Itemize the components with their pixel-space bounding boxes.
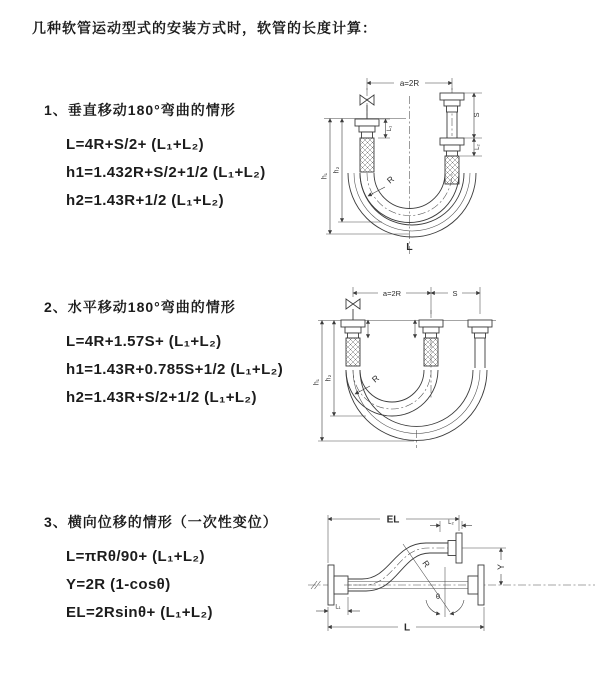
formula-line: Y=2R (1-cosθ) [66, 576, 171, 593]
dim-label-l: L [403, 622, 411, 634]
dim-label-l2: L₂ [448, 520, 454, 526]
formula-line: L=πRθ/90+ (L₁+L₂) [66, 548, 205, 565]
pipe-fitting [355, 119, 379, 126]
dim-label-h1: h₁ [313, 378, 321, 386]
section-2-heading: 2、水平移动180°弯曲的情形 [44, 299, 236, 315]
dim-label-l2: L₂ [475, 144, 481, 150]
dim-label-l1: L₁ [387, 125, 393, 132]
formula-line: L=4R+S/2+ (L₁+L₂) [66, 136, 205, 153]
hose-centerline-arc [367, 173, 452, 216]
radius-label: R [384, 173, 396, 186]
section-2-formulas [66, 328, 283, 412]
braided-hose-section [346, 338, 360, 366]
flange-hub [448, 541, 456, 556]
length-label: L [406, 241, 413, 253]
pipe-walls [475, 338, 485, 368]
pipe-fittings [341, 320, 492, 338]
dim-label-a2r: a=2R [399, 79, 420, 88]
flange-plate [328, 565, 334, 605]
formula-line: h1=1.432R+S/2+1/2 (L₁+L₂) [66, 164, 266, 181]
dim-label-h2: h₂ [333, 166, 341, 174]
angle-label: θ [435, 592, 441, 601]
pipe-fitting [440, 93, 464, 100]
pipe-fitting [362, 132, 373, 138]
diagram-vertical-u-bend [310, 70, 590, 260]
dim-label-l1: L₁ [335, 604, 341, 611]
vertical-u-bend-drawing [310, 70, 590, 260]
dim-label-el: EL [386, 514, 400, 526]
radius-arrow [368, 187, 385, 196]
diagram-horizontal-u-bend [308, 282, 598, 462]
pipe-fitting [440, 138, 464, 145]
extension-lines [353, 287, 480, 314]
section-1 [44, 100, 266, 215]
dim-label-y: Y [496, 563, 506, 571]
pipe-fitting [447, 106, 458, 112]
dim-label-s: S [472, 112, 481, 118]
horizontal-u-bend-drawing [308, 282, 598, 462]
hose-arc-moved [346, 370, 487, 440]
section-3 [44, 512, 278, 627]
flange-hub [468, 576, 478, 594]
pipe-fitting [444, 100, 460, 106]
lateral-displacement-drawing [300, 505, 600, 650]
braided-hose-section [445, 156, 459, 184]
pipe-fitting [444, 145, 460, 151]
pipe-fitting [447, 151, 458, 156]
braided-hose-section [360, 138, 374, 172]
angle-arrow [426, 600, 440, 614]
hose-centerline [344, 548, 452, 585]
formula-line: L=4R+1.57S+ (L₁+L₂) [66, 333, 222, 350]
dim-label-h2: h₂ [325, 374, 333, 382]
formula-line: h1=1.43R+0.785S+1/2 (L₁+L₂) [66, 361, 284, 378]
page-title: 几种软管运动型式的安装方式时，软管的长度计算： [32, 20, 377, 36]
diagram-lateral-displacement [300, 505, 600, 650]
braided-hose-section [424, 338, 438, 366]
section-1-formulas [66, 131, 266, 215]
formula-line: h2=1.43R+S/2+1/2 (L₁+L₂) [66, 389, 257, 406]
dim-label-h1: h₁ [321, 172, 329, 180]
angle-arrow [450, 600, 464, 614]
pipe-fitting [359, 126, 375, 132]
section-3-heading: 3、横向位移的情形（一次性变位） [44, 514, 278, 530]
valve-icon [346, 299, 360, 309]
section-3-formulas [66, 543, 278, 627]
flange-plate [456, 533, 462, 563]
radius-label: R [369, 372, 381, 385]
radius-label: R [420, 558, 433, 570]
hose-centerline-arc [353, 370, 431, 409]
formula-line: h2=1.43R+1/2 (L₁+L₂) [66, 192, 225, 209]
section-1-heading: 1、垂直移动180°弯曲的情形 [44, 102, 236, 118]
dim-label-a2r: a=2R [382, 289, 402, 298]
dim-label-s: S [452, 289, 458, 298]
hose-wall [348, 553, 448, 591]
section-2 [44, 297, 283, 412]
flange-plate [478, 565, 484, 605]
formula-line: EL=2Rsinθ+ (L₁+L₂) [66, 604, 213, 621]
